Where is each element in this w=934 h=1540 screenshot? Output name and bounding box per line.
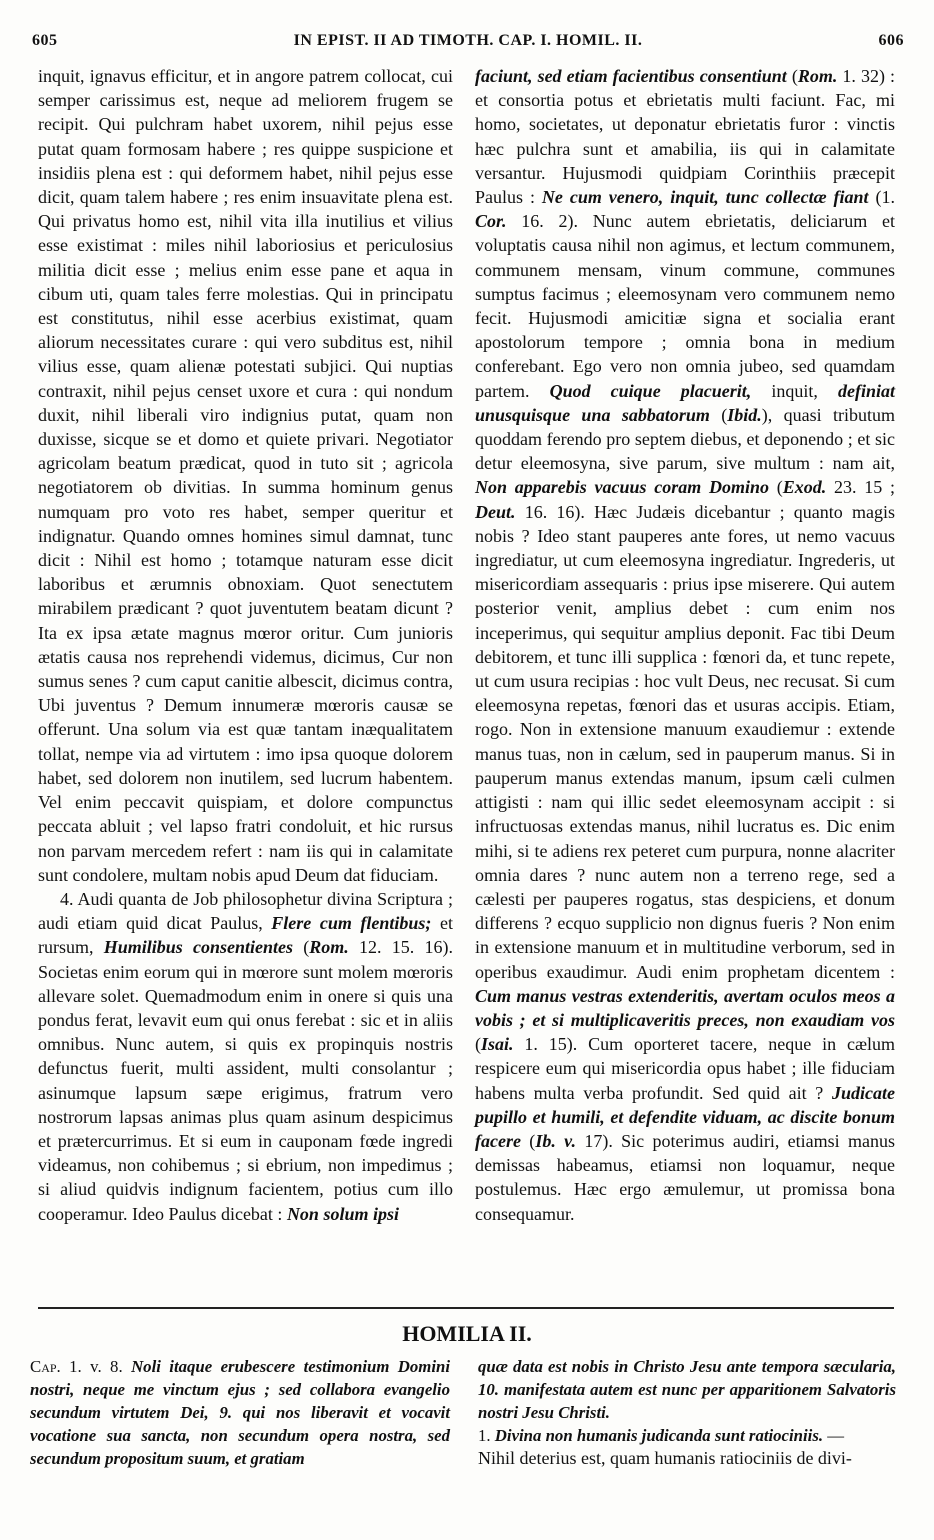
scripture-quote: Cum manus vestras extenderitis, avertam oculos meos a vobis ; et si multiplicaveritis preces, non exaudiam vos bbox=[475, 985, 895, 1030]
scripture-quote: Non solum ipsi bbox=[286, 1203, 399, 1224]
scripture-reference: Deut. bbox=[475, 501, 516, 522]
section-dash: — bbox=[823, 1426, 845, 1445]
section-title: Divina non humanis judicanda sunt ratiociniis. bbox=[494, 1426, 824, 1445]
page-number-right: 606 bbox=[878, 32, 904, 49]
verse-text: quæ data est nobis in Christo Jesu ante tempora sæcularia, 10. manifestata autem est nunc per apparitionem Salvatoris nostri Jesu Christi. bbox=[478, 1357, 896, 1422]
section-number: 1. bbox=[478, 1426, 495, 1445]
scripture-reference: Ibid. bbox=[727, 404, 762, 425]
homily-title: HOMILIA II. bbox=[402, 1321, 532, 1346]
running-title: IN EPIST. II AD TIMOTH. CAP. I. HOMIL. II. bbox=[293, 32, 643, 49]
text-run: 17). Sic poterimus audiri, etiamsi manus demissas habeamus, etiamsi non loquamur, neque postulemus. Hæc ergo æmulemur, ut promissa bona consequamur. bbox=[475, 1130, 895, 1224]
scripture-reference: Rom. bbox=[797, 66, 838, 86]
scripture-reference: Exod. bbox=[782, 477, 827, 498]
right-paragraph bbox=[475, 64, 895, 1226]
scripture-quote: Flere cum flentibus; bbox=[271, 913, 432, 934]
chapter-reference: 1. v. 8. bbox=[60, 1357, 132, 1376]
homily-text-start: Nihil deterius est, quam humanis ratiociniis de divi- bbox=[478, 1448, 852, 1468]
left-paragraph-1: inquit, ignavus efficitur, et in angore patrem collocat, cui semper carissimus est, neque ad meliorem frugem se recipit. Qui pulchram habet uxorem, nihil pejus esse putat quam formosam habere ; res quippe suspicione et insidiis plena est : qui deformem habet, nihil pejus esse dicit, quam talem habere ; res enim insuavitate plena est. Qui privatus homo est, nihil vita illa inutilius et vilius esse existimat : miles nihil laboriosius et periculosius militia dicit esse ; melius enim esse pane et aqua in cibum uti, quam tales ferre molestias. Qui in principatu est constitutus, nihil esse acerbius existimat, quam aliorum necessitates curare : qui vero subditus est, nihil vilius esse, quam alienæ potestati subjici. Qui nuptias contraxit, nihil pejus censet uxore et cura : qui nondum duxit, nihil liberali viro indignius putat, quam non duxisse, sicque se et domo et quiete privari. Negotiator agricolam beatum prædicat, quod in tuto sit ; agricola negotiatorem ob divitias. In summa hominum genus numquam pro voto res habet, semper queritur et indignatur. Quando omnes homines simul damnat, tunc dicit : Nihil est homo ; totamque naturam esse dicit laboribus et ærumnis obnoxiam. Quot senectutem mirabilem prædicant ? quot juventutem beatam dicunt ? Ita ex ipsa ætate magnus mœror oritur. Cum junioris ætatis causa nos reprehendi videmus, dicimus, Cur non sumus senes ? cum caput canitie albescit, dicimus contra, Ubi juventus ? Demum innumeræ mœroris causæ se offerunt. Una solum via est quæ tantam inæqualitatem tollat, nempe via ad virtutem : imo ipsa quoque dolorem habet, sed dolorem non inutilem, sed lucrum habentem. Vel enim peccavit quispiam, et dolore compunctus peccata abluit ; vel lapso fratri condoluit, et hic rursus non parvam mercedem refert : nam iis qui in calamitate sunt condolere, multam nobis apud Deum dat fiduciam. bbox=[38, 66, 453, 885]
scripture-reference: Isai. bbox=[481, 1034, 514, 1055]
text-run: et rursum, bbox=[38, 913, 453, 958]
scripture-reference: Ib. v. bbox=[535, 1130, 576, 1151]
scripture-quote: Ne cum venero, inquit, tunc collectæ fiant bbox=[541, 187, 869, 208]
text-run: ( bbox=[520, 1130, 536, 1151]
text-run: ( bbox=[769, 477, 783, 498]
left-paragraph-2 bbox=[38, 887, 453, 1226]
section-heading bbox=[478, 1424, 896, 1447]
homily-verse-left bbox=[30, 1355, 450, 1470]
scripture-quote: definiat unusquisque una sabbatorum bbox=[475, 380, 895, 425]
text-run: inquit, bbox=[751, 380, 838, 401]
text-run: 16. 2). Nunc autem ebrietatis, deliciarum et voluptatis causa nihil non agimus, et lectum communem, communem mensam, vinum commune, communes sumptus facimus ; eleemosynam vero communem nemo fecit. Hujusmodi amicitiæ signa et socialia erant apostolorum tempore ; omnia bona in medium conferebant. Ego vero non omnia jubeo, sed quamdam partem. bbox=[475, 211, 895, 401]
verse-paragraph bbox=[30, 1355, 450, 1470]
verse-paragraph-cont bbox=[478, 1355, 896, 1424]
running-header bbox=[32, 32, 904, 58]
right-column bbox=[475, 64, 895, 1226]
scripture-quote: Humilibus consentientes bbox=[103, 937, 294, 958]
page-number-left: 605 bbox=[32, 32, 58, 49]
text-run: ( bbox=[786, 66, 798, 86]
scripture-quote: Judicate pupillo et humili, et defendite viduam, ac discite bonum facere bbox=[475, 1082, 895, 1151]
text-run: ( bbox=[293, 937, 310, 958]
text-run: ( bbox=[475, 1034, 481, 1055]
text-run: (1. bbox=[868, 187, 895, 208]
text-run: 23. 15 ; bbox=[826, 477, 895, 498]
text-run: 1. 32) : et consortia potus et ebrietatis multi faciunt. Fac, mi homo, societates, ut deponatur ebrietatis furor : vinctis hæc pulchra sunt et amabilia, iis qui in calamitate versantur. Hujusmodi quidpiam Corinthiis præcepit Paulus : bbox=[475, 66, 896, 208]
scripture-quote: Quod cuique placuerit, bbox=[549, 380, 752, 401]
verse-text: Noli itaque erubescere testimonium Domini nostri, neque me vinctum ejus ; sed collabora evangelio secundum virtutem Dei, 9. qui nos liberavit et vocavit vocatione sua sancta, non secundum opera nostra, sed secundum propositum suum, et gratiam bbox=[30, 1357, 451, 1468]
scripture-reference: Rom. bbox=[309, 937, 349, 958]
text-run: ( bbox=[709, 404, 728, 425]
text-run: 4. Audi quanta de Job philosophetur divina Scriptura ; audi etiam quid dicat Paulus, bbox=[38, 888, 453, 934]
scripture-quote: faciunt, sed etiam facientibus consentiunt bbox=[475, 66, 787, 86]
left-column bbox=[38, 64, 453, 1226]
scripture-reference: Cor. bbox=[475, 211, 507, 232]
text-run: ), quasi tributum quoddam ferendo pro septem diebus, et deponendo ; et sic detur eleemosyna, sive parum, sive multum : nam ait, bbox=[475, 404, 895, 474]
homily-verse-right bbox=[478, 1355, 896, 1470]
text-run: 16. 16). Hæc Judæis dicebantur ; quanto magis nobis ? Ideo stant pauperes ante fores, ut nemo vacuus ingrediatur, ut cum eleemosyna ingrediatur. Ingrederis, ut misericordiam assequaris : prius ipse miserere. Qui autem posterior venit, amplius debet : cum enim nos inceperimus, qui sequitur amplius deponit. Fac tibi Deum debitorem, et tunc illi supplica : fœnori da, et tunc repete, ut cum usura recipias : hoc vult Deus, nec recusat. Si cum eleemosyna repetas, fœnori das et usuras accipis. Etiam, rogo. Non in extensione manuum exaudiemur : extende manus tuas, non in cælum, sed in pauperum manus. Si in pauperum manus extendas manum, ipsum cæli culmen attigisti : nam qui illic sedet eleemosynam accipit : si infructuosas extendas manus, nihil lucratus es. Dic enim mihi, si te adiens rex peteret cum purpura, nonne alacriter omnia dares ? nunc autem non a terreno rege, sed a cælesti per pauperes rogatus, stas despiciens, et donum differens ? ecquo supplicio non dignus fueris ? Non enim in extensione manuum et in multitudine verborum, sed in operibus exaudimur. Audi enim prophetam dicentem : bbox=[475, 501, 895, 982]
text-run: 1. 15). Cum oporteret tacere, neque in cælum respicere eum qui misericordia opus habet ; ille fiduciam habens multa verba profundit. Sed quid ait ? bbox=[475, 1034, 895, 1103]
text-run: 12. 15. 16). Societas enim eorum qui in mœrore sunt molem mœroris allevare solet. Quemadmodum enim in onere si quis una pondus ferat, levavit eum qui onus ferebat : sic et in aliis omnibus. Nunc autem, si quis ex propinquis nostris defunctus fuerit, multi assident, multi consolantur ; asinumque lapsum sæpe erigimus, fratrum vero nostrorum lapsas animas plus quam asinum despicimus et prætercurrimus. Et si eum in cauponam fœde ingredi videamus, non cohibemus ; si ebrium, non impedimus ; si aliud quidvis indignum facientem, potius cum illo cooperamur. Ideo Paulus dicebat : bbox=[38, 937, 453, 1224]
chapter-label: Cap. bbox=[30, 1357, 61, 1376]
scripture-quote: Non apparebis vacuus coram Domino bbox=[475, 477, 769, 498]
section-divider bbox=[38, 1307, 894, 1309]
